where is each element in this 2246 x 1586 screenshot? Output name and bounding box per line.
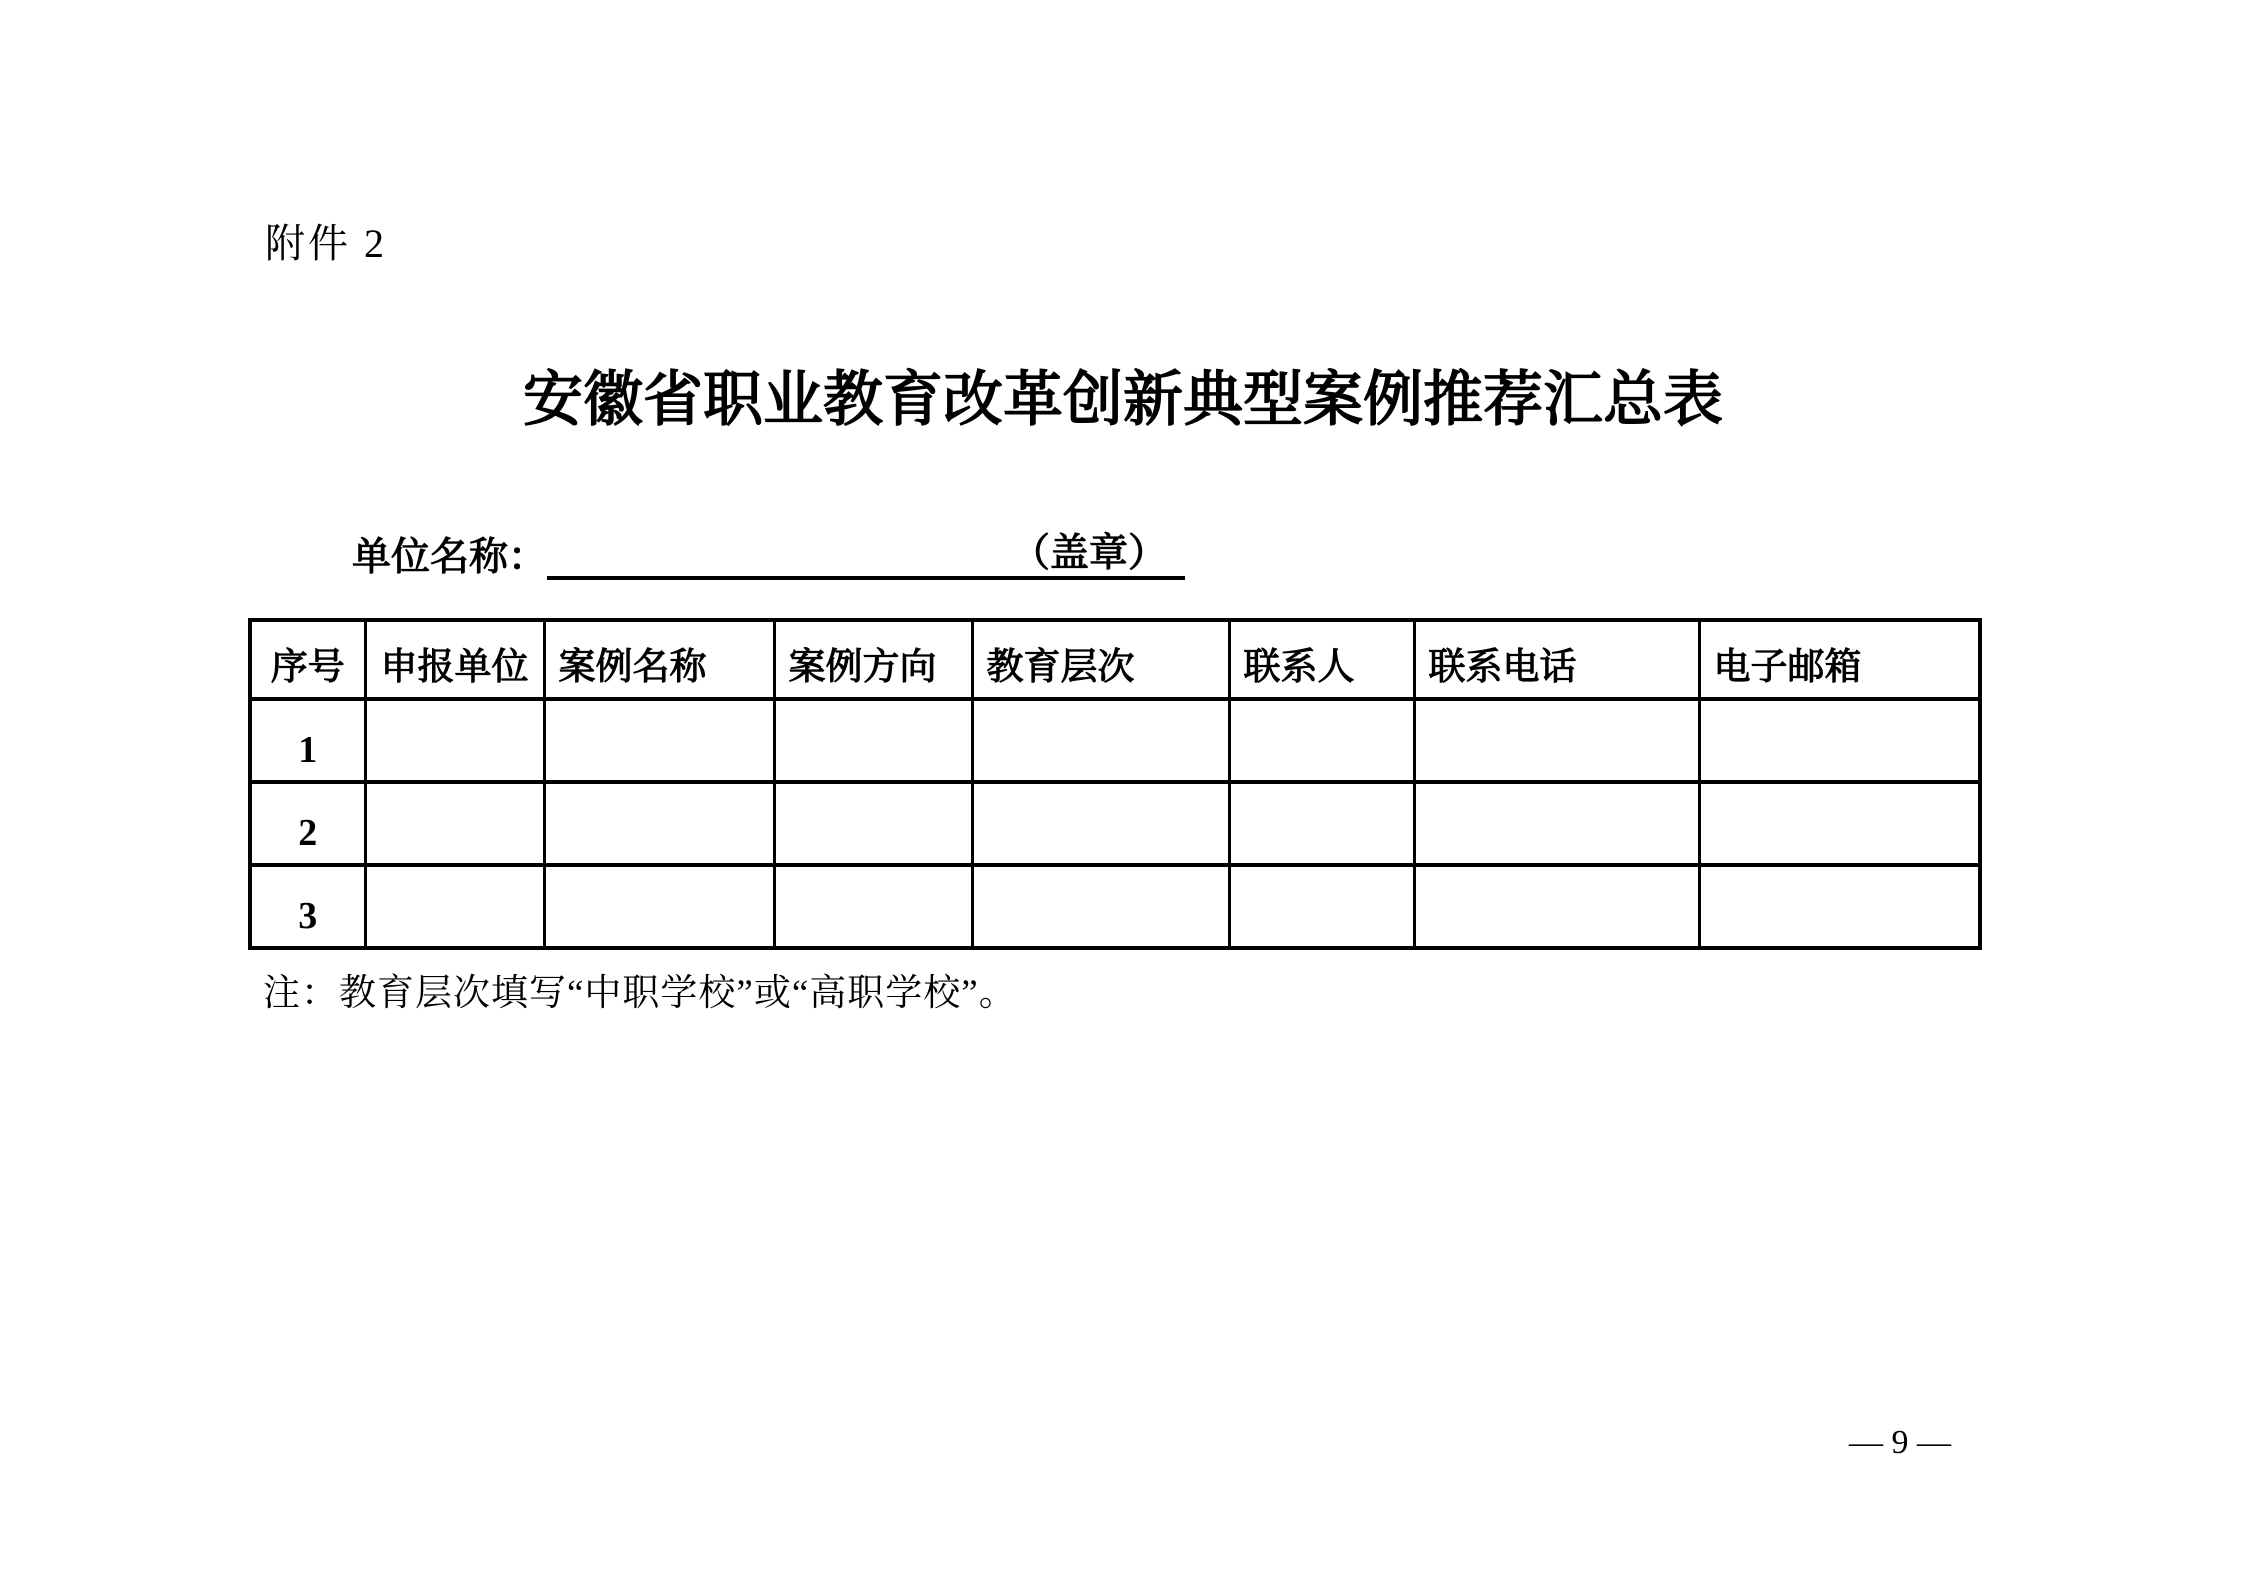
table-cell	[1699, 782, 1980, 865]
table-cell	[774, 699, 972, 782]
column-header: 案例名称	[544, 620, 774, 699]
table-row	[250, 865, 1980, 948]
page-title: 安徽省职业教育改革创新典型案例推荐汇总表	[523, 367, 1723, 433]
summary-table	[248, 618, 1982, 950]
page-number: — 9 —	[1849, 1424, 1951, 1461]
table-cell	[1414, 782, 1699, 865]
column-header: 案例方向	[774, 620, 972, 699]
table-cell	[774, 865, 972, 948]
unit-name-row	[352, 534, 1185, 580]
table-cell	[544, 699, 774, 782]
table-row	[250, 782, 1980, 865]
table-cell	[1229, 782, 1414, 865]
table-cell	[544, 865, 774, 948]
column-header: 联系电话	[1414, 620, 1699, 699]
table-row	[250, 699, 1980, 782]
table-cell	[365, 699, 544, 782]
table-cell	[972, 782, 1229, 865]
table-cell	[365, 782, 544, 865]
column-header: 电子邮箱	[1699, 620, 1980, 699]
seal-label: （盖章）	[1011, 532, 1168, 576]
table-cell	[1414, 865, 1699, 948]
table-cell	[774, 782, 972, 865]
table-cell	[1414, 699, 1699, 782]
table-cell	[1699, 865, 1980, 948]
row-index-cell: 3	[250, 865, 365, 948]
table-cell	[1229, 699, 1414, 782]
column-header: 序号	[250, 620, 365, 699]
table-cell	[972, 865, 1229, 948]
table-note: 注：教育层次填写“中职学校”或“高职学校”。	[263, 973, 1017, 1014]
table-cell	[1699, 699, 1980, 782]
column-header: 联系人	[1229, 620, 1414, 699]
table-cell	[544, 782, 774, 865]
column-header: 申报单位	[365, 620, 544, 699]
row-index-cell: 1	[250, 699, 365, 782]
table-header-row	[250, 620, 1980, 699]
column-header: 教育层次	[972, 620, 1229, 699]
attachment-label: 附件 2	[265, 221, 387, 266]
unit-name-label: 单位名称：	[352, 536, 548, 580]
unit-name-blank-line	[547, 534, 1185, 580]
table-cell	[1229, 865, 1414, 948]
row-index-cell: 2	[250, 782, 365, 865]
table-cell	[365, 865, 544, 948]
table-cell	[972, 699, 1229, 782]
